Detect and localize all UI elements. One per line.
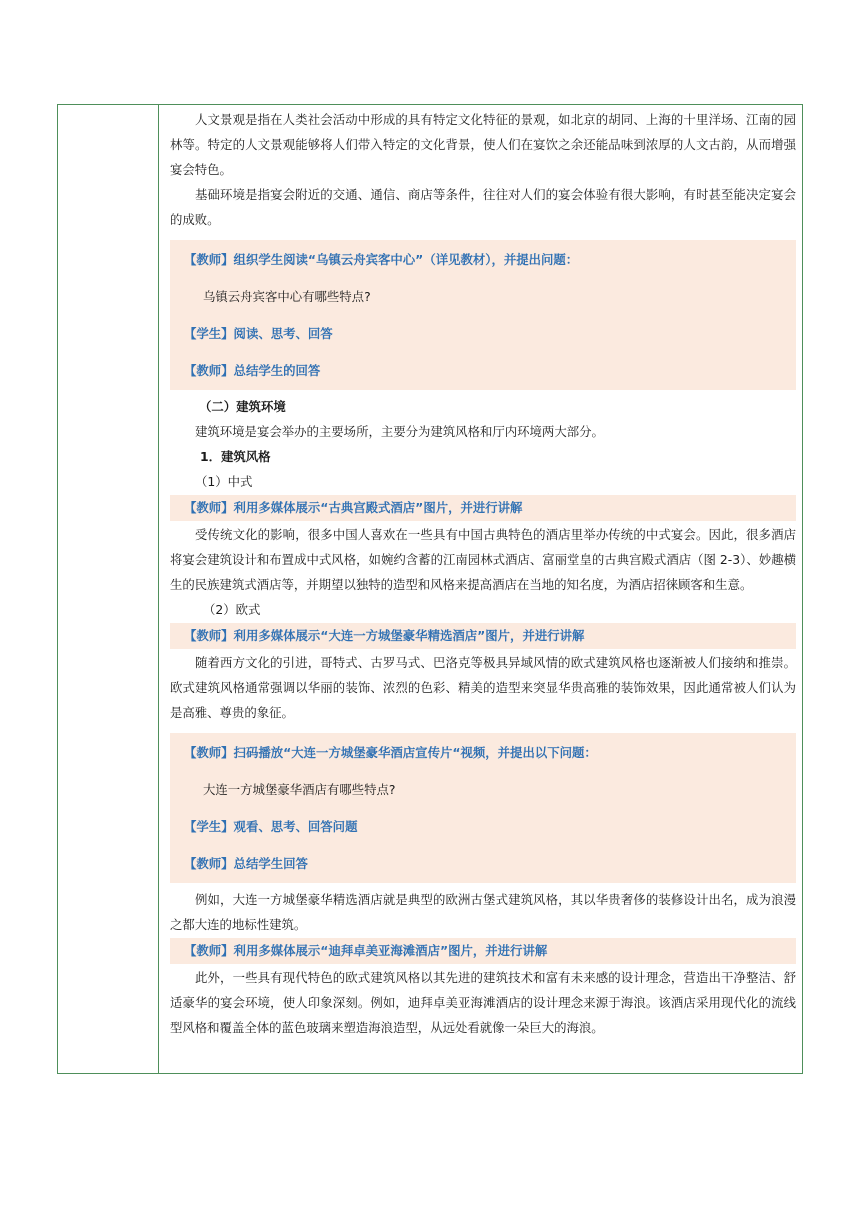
subheading-building-style: 1．建筑风格 — [200, 449, 271, 464]
lesson-table — [57, 104, 803, 1074]
example-paragraph: 例如，大连一方城堡豪华精选酒店就是典型的欧洲古堡式建筑风格，其以华贵奢侈的装修设计出名，成为浪漫之都大连的地标性建筑。 — [170, 892, 796, 932]
table-left-column — [58, 105, 159, 1073]
item-chinese-style: （1）中式 — [195, 474, 253, 489]
teacher-task: 【教师】组织学生阅读“乌镇云舟宾客中心”（详见教材），并提出问题： — [184, 252, 579, 267]
intro-paragraph-infrastructure: 基础环境是指宴会附近的交通、通信、商店等条件，往往对人们的宴会体验有很大影响，有时甚至能决定宴会的成败。 — [170, 187, 796, 227]
discussion-block-wuzhen — [170, 240, 796, 390]
teacher-show-palace-hotel: 【教师】利用多媒体展示“古典宫殿式酒店”图片，并进行讲解 — [170, 495, 796, 521]
student-activity: 【学生】观看、思考、回答问题 — [184, 819, 358, 834]
discussion-question: 乌镇云舟宾客中心有哪些特点? — [203, 289, 371, 304]
item-european-style: （2）欧式 — [203, 602, 261, 617]
architecture-intro: 建筑环境是宴会举办的主要场所，主要分为建筑风格和厅内环境两大部分。 — [195, 424, 604, 439]
teacher-task: 【教师】扫码播放“大连一方城堡豪华酒店宣传片“视频，并提出以下问题： — [184, 745, 597, 760]
section-heading-architecture: （二）建筑环境 — [199, 399, 286, 414]
teacher-show-dubai-hotel: 【教师】利用多媒体展示“迪拜卓美亚海滩酒店”图片，并进行讲解 — [170, 938, 796, 964]
discussion-question: 大连一方城堡豪华酒店有哪些特点? — [203, 782, 396, 797]
discussion-block-dalian — [170, 733, 796, 883]
teacher-summary: 【教师】总结学生回答 — [184, 856, 308, 871]
chinese-style-paragraph: 受传统文化的影响，很多中国人喜欢在一些具有中国古典特色的酒店里举办传统的中式宴会。因此，很多酒店将宴会建筑设计和布置成中式风格，如婉约含蓄的江南园林式酒店、富丽堂皇的古典宫殿式酒店（图 2-3）、妙趣横生的民族建筑式酒店等，并期望以独特的造型和风格来提高酒店在当地的知名度，为酒店招徕顾客和生意。 — [170, 527, 796, 592]
modern-style-paragraph: 此外，一些具有现代特色的欧式建筑风格以其先进的建筑技术和富有未来感的设计理念，营造出干净整洁、舒适豪华的宴会环境，使人印象深刻。例如，迪拜卓美亚海滩酒店的设计理念来源于海浪。该酒店采用现代化的流线型风格和覆盖全体的蓝色玻璃来塑造海浪造型，从远处看就像一朵巨大的海浪。 — [170, 970, 796, 1035]
teacher-summary: 【教师】总结学生的回答 — [184, 363, 321, 378]
intro-paragraph-landscape: 人文景观是指在人类社会活动中形成的具有特定文化特征的景观，如北京的胡同、上海的十里洋场、江南的园林等。特定的人文景观能够将人们带入特定的文化背景，使人们在宴饮之余还能品味到浓厚的人文古韵，从而增强宴会特色。 — [170, 112, 796, 177]
student-activity: 【学生】阅读、思考、回答 — [184, 326, 333, 341]
european-style-paragraph: 随着西方文化的引进，哥特式、古罗马式、巴洛克等极具异域风情的欧式建筑风格也逐渐被人们接纳和推崇。欧式建筑风格通常强调以华丽的装饰、浓烈的色彩、精美的造型来突显华贵高雅的装饰效果，因此通常被人们认为是高雅、尊贵的象征。 — [170, 655, 796, 720]
teacher-show-dalian-hotel: 【教师】利用多媒体展示“大连一方城堡豪华精选酒店”图片，并进行讲解 — [170, 623, 796, 649]
table-content-cell — [159, 105, 802, 1073]
